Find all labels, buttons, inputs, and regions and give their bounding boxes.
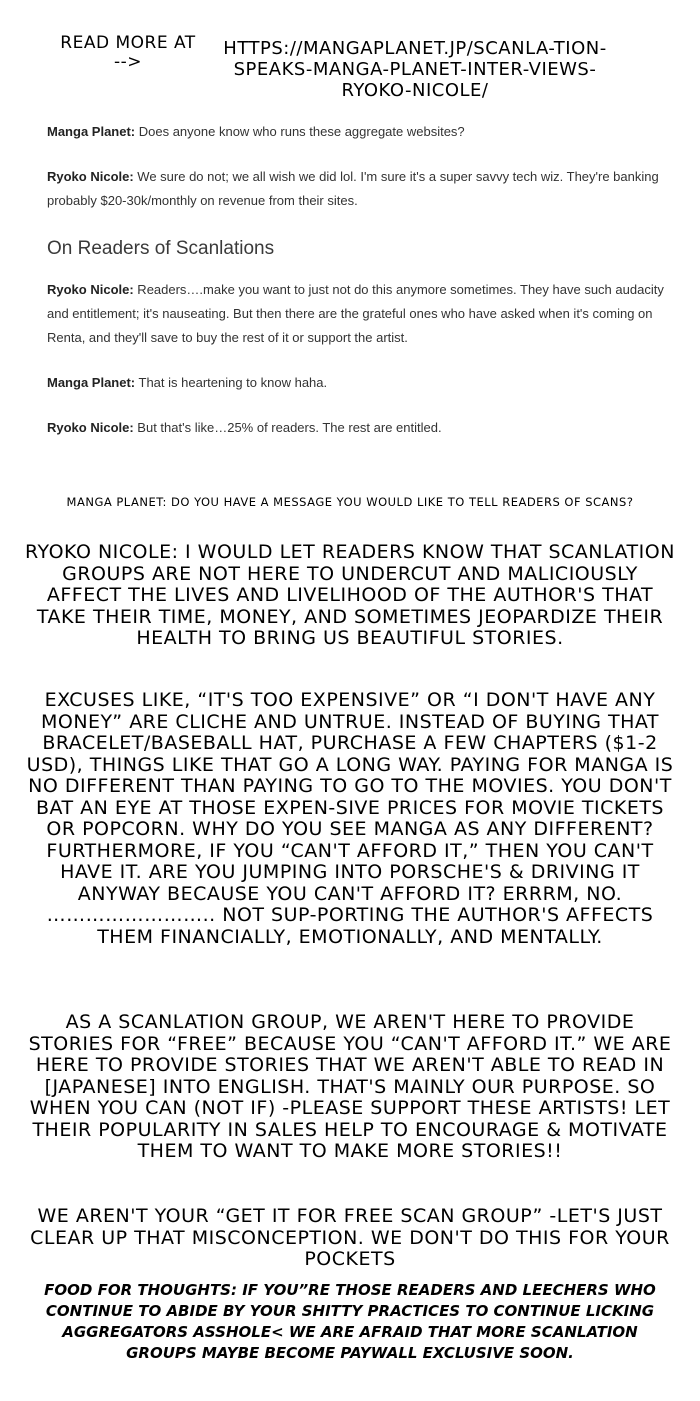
speaker-name: Manga Planet: [47,124,136,139]
speaker-name: Ryoko Nicole: [47,169,134,184]
paragraph-text: But that's like…25% of readers. The rest are entitled. [133,420,442,435]
source-url: HTTPS://MANGAPLANET.JP/SCANLA-TION-SPEAKS-MANGA-PLANET-INTER-VIEWS-RYOKO-NICOLE/ [223,38,607,101]
food-for-thought: FOOD FOR THOUGHTS: IF YOU”RE THOSE READERS AND LEECHERS WHO CONTINUE TO ABIDE BY YOUR SHITTY PRACTICES TO CONTINUE LICKING AGGREGATORS ASSHOLE< WE ARE AFRAID THAT MORE SCANLATION GROUPS MAYBE BECOME PAYWALL EXCLUSIVE SOON. [44,1281,656,1362]
answer-paragraph-2: EXCUSES LIKE, “IT'S TOO EXPENSIVE” OR “I DON'T HAVE ANY MONEY” ARE CLICHE AND UNTRUE. INSTEAD OF BUYING THAT BRACELET/BASEBALL HAT, PURCHASE A FEW CHAPTERS ($1-2 USD), THINGS LIKE THAT GO A LONG WAY. PAYING FOR MANGA IS NO DIFFERENT THAN PAYING TO GO TO THE MOVIES. YOU DON'T BAT AN EYE AT THOSE EXPEN-SIVE PRICES FOR MOVIE TICKETS OR POPCORN. WHY DO YOU SEE MANGA AS ANY DIFFERENT? FURTHERMORE, IF YOU “CAN'T AFFORD IT,” THEN YOU CAN'T HAVE IT. ARE YOU JUMPING INTO PORSCHE'S & DRIVING IT ANYWAY BECAUSE YOU CAN'T AFFORD IT? ERRRM, NO. …………………….. NOT SUP-PORTING THE AUTHOR'S AFFECTS THEM FINANCIALLY, EMOTIONALLY, AND MENTALLY. [26,689,674,948]
article-paragraph [47,416,677,440]
paragraph-text: Readers….make you want to just not do this anymore sometimes. They have such audacity and entitlement; it's nauseating. But then there are the grateful ones who have asked when it's coming on Renta, and they'll save to buy the rest of it or support the artist. [47,282,664,345]
section-heading: On Readers of Scanlations [47,238,275,259]
paragraph-text: That is heartening to know haha. [135,375,328,390]
article-paragraph [47,165,677,213]
answer-paragraph-1: RYOKO NICOLE: I WOULD LET READERS KNOW THAT SCANLATION GROUPS ARE NOT HERE TO UNDERCUT AND MALICIOUSLY AFFECT THE LIVES AND LIVELIHOOD OF THE AUTHOR'S THAT TAKE THEIR TIME, MONEY, AND SOMETIMES JEOPARDIZE THEIR HEALTH TO BRING US BEAUTIFUL STORIES. [25,541,675,649]
interview-question: MANGA PLANET: DO YOU HAVE A MESSAGE YOU WOULD LIKE TO TELL READERS OF SCANS? [66,495,634,509]
speaker-name: Ryoko Nicole: [47,420,134,435]
article-paragraph [47,120,677,144]
read-more-label: READ MORE AT --> [60,33,196,72]
paragraph-text: We sure do not; we all wish we did lol. I'm sure it's a super savvy tech wiz. They're banking probably $20-30k/monthly on revenue from their sites. [47,169,659,208]
group-statement-1: AS A SCANLATION GROUP, WE AREN'T HERE TO PROVIDE STORIES FOR “FREE” BECAUSE YOU “CAN'T AFFORD IT.” WE ARE HERE TO PROVIDE STORIES THAT WE AREN'T ABLE TO READ IN [JAPANESE] INTO ENGLISH. THAT'S MAINLY OUR PURPOSE. SO WHEN YOU CAN (NOT IF) -PLEASE SUPPORT THESE ARTISTS! LET THEIR POPULARITY IN SALES HELP TO ENCOURAGE & MOTIVATE THEM TO WANT TO MAKE MORE STORIES!! [28,1011,672,1162]
speaker-name: Ryoko Nicole: [47,282,134,297]
paragraph-text: Does anyone know who runs these aggregate websites? [135,124,465,139]
article-excerpt [47,120,677,440]
article-paragraph [47,278,677,350]
header [0,34,700,104]
article-paragraph [47,371,677,395]
speaker-name: Manga Planet: [47,375,136,390]
group-statement-2: WE AREN'T YOUR “GET IT FOR FREE SCAN GROUP” -LET'S JUST CLEAR UP THAT MISCONCEPTION. WE DON'T DO THIS FOR YOUR POCKETS [30,1205,670,1270]
